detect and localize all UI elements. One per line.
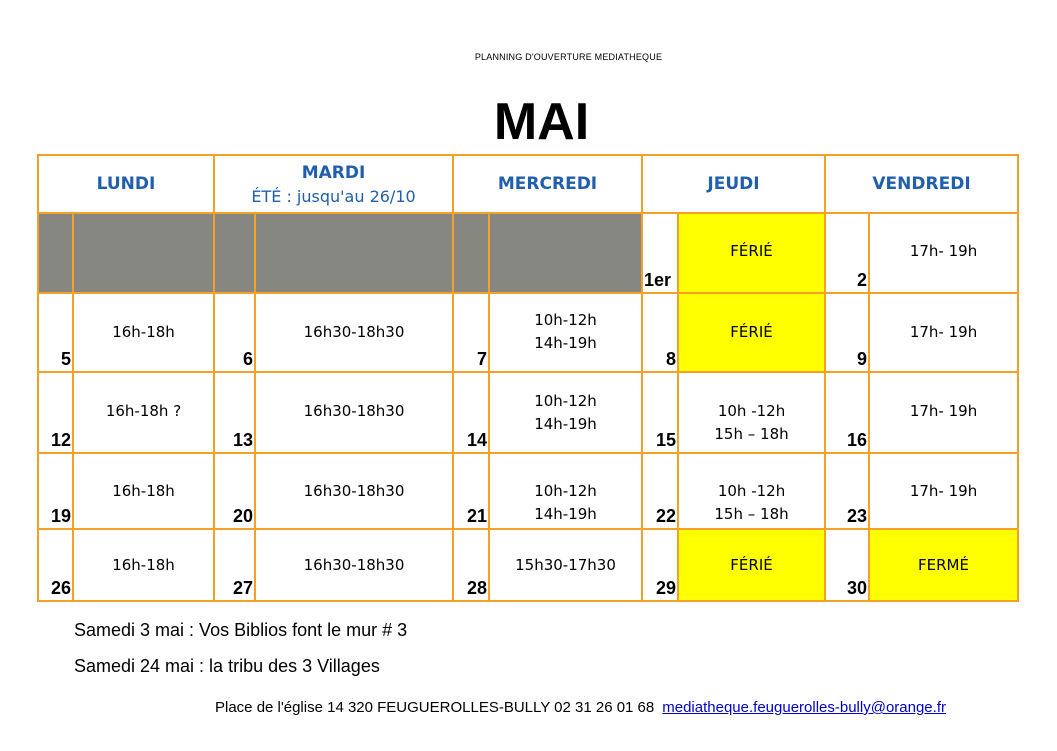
hours-cell: 16h-18h	[73, 453, 214, 529]
week-row	[38, 293, 1018, 372]
wednesday-header: MERCREDI	[453, 155, 642, 213]
day-number-cell: 5	[38, 293, 73, 372]
hours-cell: 17h- 19h	[869, 372, 1018, 453]
week-row	[38, 372, 1018, 453]
day-number-cell: 1er	[642, 213, 678, 293]
day-number-cell: 30	[825, 529, 869, 601]
day-number-cell: 27	[214, 529, 255, 601]
hours-cell: 10h-12h 14h-19h	[489, 453, 642, 529]
hours-cell: 17h- 19h	[869, 213, 1018, 293]
day-number-cell: 14	[453, 372, 489, 453]
day-number-cell: 26	[38, 529, 73, 601]
month-title: MAI	[493, 93, 590, 151]
hours-cell-holiday: FÉRIÉ	[678, 213, 825, 293]
week-row	[38, 213, 1018, 293]
hours-cell: 16h-18h ?	[73, 372, 214, 453]
hours-cell: 16h30-18h30	[255, 372, 453, 453]
day-number-cell: 12	[38, 372, 73, 453]
address-text: Place de l'église 14 320 FEUGUEROLLES-BULLY 02 31 26 01 68	[215, 699, 655, 716]
day-number-cell: 19	[38, 453, 73, 529]
day-number-cell: 15	[642, 372, 678, 453]
summer-note: ÉTÉ : jusqu'au 26/10	[251, 186, 416, 206]
hours-cell: 17h- 19h	[869, 293, 1018, 372]
day-number-cell: 7	[453, 293, 489, 372]
monday-header: LUNDI	[38, 155, 214, 213]
hours-cell: 17h- 19h	[869, 453, 1018, 529]
day-number-cell: 8	[642, 293, 678, 372]
event-note: Samedi 3 mai : Vos Biblios font le mur # 3	[74, 620, 408, 640]
day-number-cell: 16	[825, 372, 869, 453]
hours-cell: 10h -12h 15h – 18h	[678, 372, 825, 453]
day-number-cell: 20	[214, 453, 255, 529]
day-number-cell: 29	[642, 529, 678, 601]
hours-cell: 10h-12h 14h-19h	[489, 372, 642, 453]
friday-header: VENDREDI	[825, 155, 1018, 213]
calendar-header-row	[38, 155, 1018, 213]
thursday-header: JEUDI	[642, 155, 825, 213]
week-row	[38, 529, 1018, 601]
hours-cell: 16h30-18h30	[255, 293, 453, 372]
day-number-cell: 23	[825, 453, 869, 529]
hours-cell-closed: FERMÉ	[869, 529, 1018, 601]
email-link[interactable]: mediatheque.feuguerolles-bully@orange.fr	[662, 699, 946, 716]
contact-address	[215, 699, 946, 716]
week-row	[38, 453, 1018, 529]
hours-cell: 15h30-17h30	[489, 529, 642, 601]
calendar-table	[37, 154, 1019, 602]
day-number-cell: 9	[825, 293, 869, 372]
day-number-cell: 13	[214, 372, 255, 453]
page-header: PLANNING D'OUVERTURE MEDIATHEQUE	[474, 52, 663, 62]
hours-cell: 16h-18h	[73, 293, 214, 372]
closed-cell	[38, 213, 73, 293]
hours-cell-holiday: FÉRIÉ	[678, 529, 825, 601]
closed-cell	[214, 213, 255, 293]
tuesday-header: MARDI ÉTÉ : jusqu'au 26/10	[214, 155, 453, 213]
closed-cell	[73, 213, 214, 293]
closed-cell	[453, 213, 489, 293]
day-number-cell: 22	[642, 453, 678, 529]
hours-cell: 16h-18h	[73, 529, 214, 601]
closed-cell	[489, 213, 642, 293]
day-number-cell: 6	[214, 293, 255, 372]
hours-cell-holiday: FÉRIÉ	[678, 293, 825, 372]
hours-cell: 16h30-18h30	[255, 529, 453, 601]
day-number-cell: 28	[453, 529, 489, 601]
event-note: Samedi 24 mai : la tribu des 3 Villages	[74, 656, 380, 676]
day-number-cell: 2	[825, 213, 869, 293]
closed-cell	[255, 213, 453, 293]
hours-cell: 16h30-18h30	[255, 453, 453, 529]
hours-cell: 10h -12h 15h – 18h	[678, 453, 825, 529]
day-number-cell: 21	[453, 453, 489, 529]
hours-cell: 10h-12h 14h-19h	[489, 293, 642, 372]
